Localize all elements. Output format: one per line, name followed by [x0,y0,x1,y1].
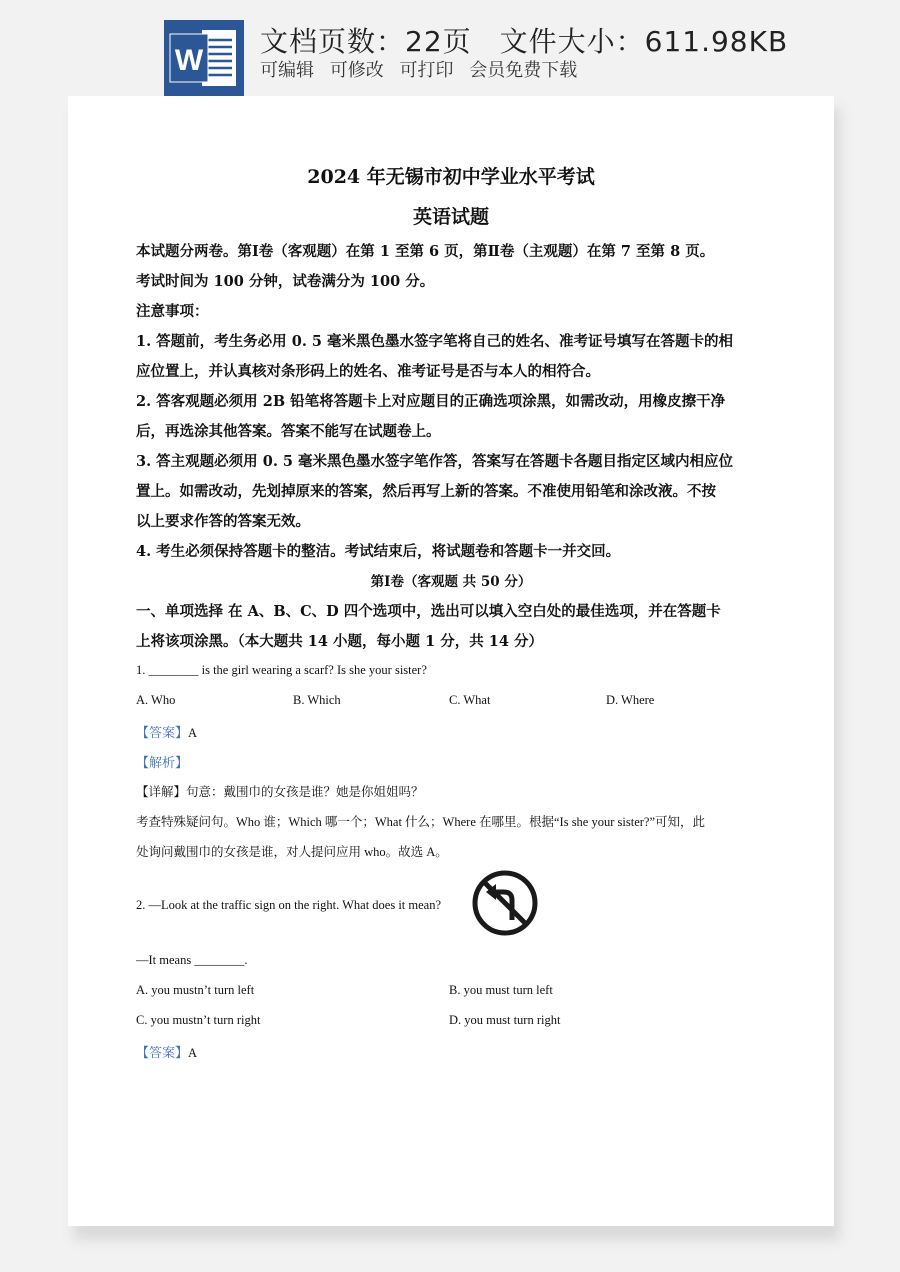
document-page [68,96,834,1226]
q2-option-c: C. you mustn’t turn right [136,1013,261,1027]
feature-member-download: 会员免费下载 [469,60,578,81]
q1-analysis-line [136,752,188,771]
feature-printable: 可打印 [399,60,454,81]
q1-option-c: C. What [449,693,491,707]
note-4: 4. 考生必须保持答题卡的整洁。考试结束后，将试题卷和答题卡一并交回。 [136,543,621,560]
feature-editable: 可编辑 [260,60,314,81]
q1-option-d: D. Where [606,693,655,707]
question-2: 2. —Look at the traffic sign on the right. What does it mean? [136,898,442,912]
intro-line-2: 考试时间为 100 分钟，试卷满分为 100 分。 [136,273,435,290]
no-left-turn-sign-icon [472,870,538,936]
note-1-line-2: 应位置上，并认真核对条形码上的姓名、准考证号是否与本人的相符合。 [136,363,600,380]
note-3-line-3: 以上要求作答的答案无效。 [136,513,310,530]
q2-option-b: B. you must turn left [449,983,553,997]
note-2-line-2: 后，再选涂其他答案。答案不能写在试题卷上。 [136,423,441,440]
note-3-line-1: 3. 答主观题必须用 0. 5 毫米黑色墨水签字笔作答，答案写在答题卡各题目指定区域内相应位 [136,453,734,470]
q1-detail: 句意：戴围巾的女孩是谁？她是你姐姐吗？ [186,785,424,799]
q2-line-2: —It means ________. [136,953,248,967]
q1-answer: A [188,726,198,740]
q1-explanation-line-1: 考查特殊疑问句。Who 谁；Which 哪一个；What 什么；Where 在哪里。根据“Is she your sister?”可知，此 [136,815,706,829]
section-1-instructions-line-1: 一、单项选择 在 A、B、C、D 四个选项中，选出可以填入空白处的最佳选项，并在答题卡 [136,603,721,620]
word-doc-icon [164,20,244,96]
feature-list [260,56,587,82]
page-count: 文档页数：22页 [260,25,472,58]
q2-answer-line [136,1042,197,1061]
analysis-tag: 【解析】 [136,755,189,770]
notes-heading: 注意事项： [136,303,209,320]
q2-option-d: D. you must turn right [449,1013,561,1027]
exam-title: 2024 年无锡市初中学业水平考试 [307,166,595,188]
q1-option-b: B. Which [293,693,341,707]
answer-tag: 【答案】 [136,1045,189,1060]
q2-answer: A [188,1046,198,1060]
q1-explanation-line-2: 处询问戴围巾的女孩是谁，对人提问应用 who。故选 A。 [136,845,448,859]
header-banner [0,0,900,100]
q1-answer-line [136,722,197,741]
note-1-line-1: 1. 答题前，考生务必用 0. 5 毫米黑色墨水签字笔将自己的姓名、准考证号填写在答题卡的相 [136,333,734,350]
q1-detail-line [136,782,424,800]
file-info-title [260,20,788,60]
svg-text:W: W [174,44,204,77]
feature-modifiable: 可修改 [329,60,384,81]
note-3-line-2: 置上。如需改动，先划掉原来的答案，然后再写上新的答案。不准使用铅笔和涂改液。不按 [136,483,716,500]
q2-option-a: A. you mustn’t turn left [136,983,255,997]
file-size: 文件大小：611.98KB [499,25,789,58]
note-2-line-1: 2. 答客观题必须用 2B 铅笔将答题卡上对应题目的正确选项涂黑，如需改动，用橡皮擦干净 [136,393,726,410]
section-1-instructions-line-2: 上将该项涂黑。（本大题共 14 小题，每小题 1 分，共 14 分） [136,633,543,650]
question-1: 1. ________ is the girl wearing a scarf? Is she your sister? [136,663,427,677]
detail-tag: 【详解】 [136,785,187,799]
intro-line-1: 本试题分两卷。第Ⅰ卷（客观题）在第 1 至第 6 页，第Ⅱ卷（主观题）在第 7 至第 8 页。 [136,243,715,260]
part-1-heading: 第Ⅰ卷（客观题 共 50 分） [370,574,532,590]
exam-subtitle: 英语试题 [412,206,489,228]
q1-option-a: A. Who [136,693,176,707]
answer-tag: 【答案】 [136,725,189,740]
